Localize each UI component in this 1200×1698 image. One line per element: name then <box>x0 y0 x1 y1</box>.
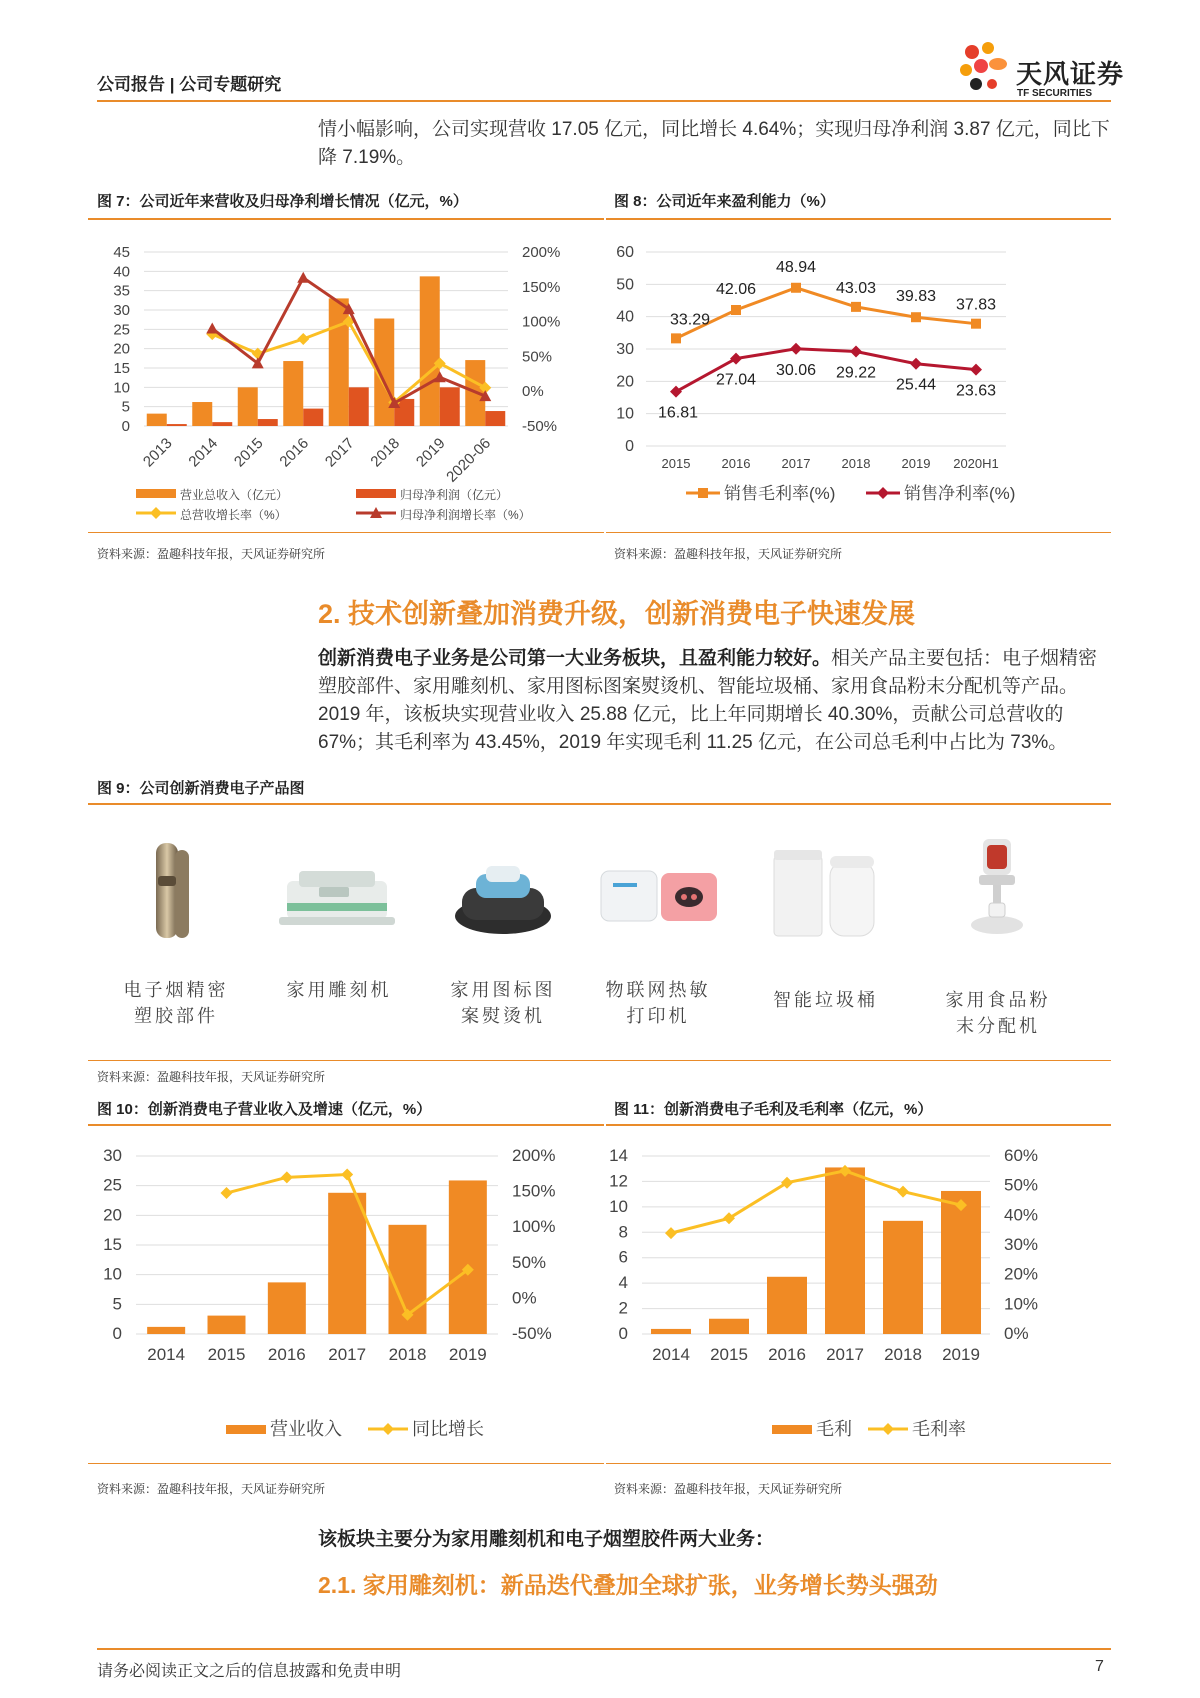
line-point <box>297 272 309 283</box>
fig8-bottom-rule <box>606 532 1111 533</box>
y-tick-label: 40 <box>113 263 130 281</box>
subsection-heading: 2.1. 家用雕刻机：新品迭代叠加全球扩张，业务增长势头强劲 <box>318 1572 938 1598</box>
section-paragraph-lead: 创新消费电子业务是公司第一大业务板块，且盈利能力较好。 <box>318 648 832 669</box>
y2-tick-label: -50% <box>512 1324 552 1343</box>
y-tick-label: 12 <box>609 1171 628 1191</box>
data-label: 42.06 <box>715 281 757 299</box>
data-label: 43.03 <box>835 279 877 297</box>
y-tick-label: 14 <box>609 1146 628 1165</box>
footer-divider <box>97 1648 1111 1650</box>
line-point <box>897 1186 909 1198</box>
y-tick-label: 15 <box>113 360 130 377</box>
logo-text-cn: 天风证券 <box>1016 59 1125 89</box>
product-label: 智能垃圾桶 <box>773 990 878 1011</box>
y-tick-label: 30 <box>103 1146 122 1165</box>
y-tick-label: 45 <box>113 244 130 261</box>
x-tick-label: 2017 <box>321 434 358 471</box>
data-label: 30.06 <box>775 361 817 379</box>
fig8-title: 图 8：公司近年来盈利能力（%） <box>614 193 835 210</box>
line-point <box>665 1227 677 1239</box>
line-point <box>850 346 862 358</box>
y-tick-label: 4 <box>618 1273 628 1293</box>
fig7-chart <box>88 222 604 530</box>
x-tick-label: 2018 <box>841 456 871 471</box>
intro-paragraph: 情小幅影响，公司实现营收 17.05 亿元，同比增长 4.64%；实现归母净利润 3.87 亿元，同比下降 7.19%。 <box>318 119 1110 168</box>
line-point <box>790 343 802 355</box>
fig11-title: 图 11：创新消费电子毛利及毛利率（亿元，%） <box>614 1101 933 1118</box>
x-tick-label: 2018 <box>388 1345 427 1364</box>
legend-swatch <box>136 489 176 498</box>
x-tick-label: 2017 <box>781 456 811 471</box>
bar-mark <box>147 414 167 426</box>
product-label: 家用雕刻机 <box>286 980 392 1001</box>
bar-mark <box>268 1282 306 1334</box>
x-tick-label: 2014 <box>147 1345 186 1364</box>
smart-trash-can-image <box>768 828 883 948</box>
y-tick-label: 10 <box>609 1196 628 1216</box>
data-label: 39.83 <box>895 288 937 306</box>
fig7-title: 图 7：公司近年来营收及归母净利增长情况（亿元，%） <box>97 193 468 210</box>
line-point <box>791 283 801 293</box>
y-tick-label: 0 <box>625 438 634 455</box>
footer-disclaimer: 请务必阅读正文之后的信息披露和免责申明 <box>97 1663 402 1680</box>
legend-label: 销售净利率(%) <box>904 484 1016 503</box>
line-point <box>206 323 218 334</box>
line-point <box>730 353 742 365</box>
data-label: 29.22 <box>835 364 877 382</box>
vape-device-image <box>141 838 211 958</box>
legend-label: 销售毛利率(%) <box>724 484 836 503</box>
bar-mark <box>941 1191 981 1334</box>
fig9-title-rule <box>88 803 1111 805</box>
data-label: 27.04 <box>715 371 757 389</box>
section-paragraph <box>318 645 1114 757</box>
page-number: 7 <box>1095 1658 1104 1675</box>
bar-mark <box>420 276 440 426</box>
legend-label: 毛利率 <box>912 1419 966 1439</box>
y-tick-label: 5 <box>121 398 130 416</box>
legend-swatch <box>226 1425 266 1434</box>
food-powder-dispenser-image <box>963 833 1033 943</box>
line-point <box>297 333 309 345</box>
y2-tick-label: 50% <box>1004 1175 1039 1195</box>
product-gallery <box>88 808 1111 1053</box>
line-point <box>731 305 741 315</box>
product-card <box>274 838 404 1068</box>
x-tick-label: 2016 <box>721 456 751 471</box>
section-paragraph-body: 相关产品主要包括：电子烟精密塑胶部件、家用雕刻机、家用图标图案熨烫机、智能垃圾桶、家用食品粉末分配机等产品。2019 年，该板块实现营业收入 25.88 亿元，比上年同期增长 40.30%，贡献公司总营收的 67%；其毛利率为 43.45%，2019 年实现毛利 11.25 亿元，在公司总毛利中占比为 73%。 <box>318 648 1098 753</box>
y2-tick-label: 100% <box>512 1217 556 1237</box>
y-tick-label: 2 <box>618 1298 628 1318</box>
y2-tick-label: 200% <box>522 244 561 261</box>
fig11-title-rule <box>606 1124 1111 1126</box>
bar-mark <box>258 419 278 426</box>
y2-tick-label: 50% <box>512 1252 547 1272</box>
bar-mark <box>303 409 323 426</box>
fig9-source: 资料来源：盈趣科技年报，天风证券研究所 <box>97 1070 326 1084</box>
legend-label: 同比增长 <box>412 1419 484 1439</box>
bar-mark <box>208 1316 246 1334</box>
product-card <box>758 828 893 1068</box>
y2-tick-label: 0% <box>1004 1324 1029 1343</box>
product-card <box>116 838 236 1068</box>
y-tick-label: 10 <box>616 405 634 423</box>
product-label: 家用图标图 案熨烫机 <box>450 980 556 1027</box>
data-label: 48.94 <box>775 258 817 276</box>
legend-marker <box>882 1423 894 1435</box>
y-tick-label: 6 <box>618 1247 628 1267</box>
x-tick-label: 2016 <box>276 434 313 471</box>
y-tick-label: 5 <box>112 1294 122 1314</box>
legend-marker <box>877 487 889 499</box>
y2-tick-label: 60% <box>1004 1146 1039 1165</box>
legend-label: 归母净利润（亿元） <box>400 488 509 502</box>
fig8-chart <box>606 222 1111 530</box>
y2-tick-label: 0% <box>522 383 544 401</box>
fig10-bottom-rule <box>88 1463 604 1464</box>
data-label: 33.29 <box>669 311 711 329</box>
fig11-chart <box>606 1130 1111 1460</box>
y2-tick-label: 200% <box>512 1146 556 1165</box>
bar-mark <box>192 402 212 426</box>
x-tick-label: 2019 <box>448 1345 487 1364</box>
y-tick-label: 10 <box>113 379 130 397</box>
heat-press-image <box>448 856 558 941</box>
cutting-machine-image <box>279 863 399 933</box>
data-label: 25.44 <box>895 376 937 394</box>
section-heading: 2. 技术创新叠加消费升级，创新消费电子快速发展 <box>318 599 916 629</box>
x-tick-label: 2018 <box>884 1345 922 1364</box>
legend-swatch <box>772 1425 812 1434</box>
business-split-statement: 该板块主要分为家用雕刻机和电子烟塑胶件两大业务： <box>318 1529 775 1550</box>
bar-mark <box>329 298 349 426</box>
line-point <box>341 1169 353 1181</box>
fig7-bottom-rule <box>88 532 604 533</box>
fig11-bottom-rule <box>606 1463 1111 1464</box>
y-tick-label: 30 <box>616 341 634 358</box>
bar-mark <box>883 1221 923 1334</box>
y2-tick-label: -50% <box>522 418 558 435</box>
bar-mark <box>238 387 258 426</box>
x-tick-label: 2020-06 <box>443 434 495 486</box>
bar-mark <box>440 387 460 426</box>
y2-tick-label: 30% <box>1004 1235 1039 1254</box>
y-tick-label: 25 <box>113 321 130 339</box>
fig8-title-rule <box>606 218 1111 220</box>
bar-mark <box>283 361 303 426</box>
legend-label: 归母净利润增长率（%） <box>400 508 531 522</box>
bar-mark <box>767 1277 807 1334</box>
y-tick-label: 0 <box>112 1324 122 1343</box>
y2-tick-label: 10% <box>1004 1294 1039 1314</box>
y-tick-label: 8 <box>618 1222 628 1242</box>
product-card <box>593 838 723 1068</box>
y-tick-label: 35 <box>113 282 130 300</box>
report-header-title: 公司报告 | 公司专题研究 <box>97 75 282 94</box>
fig9-title: 图 9：公司创新消费电子产品图 <box>97 780 305 797</box>
line-point <box>971 319 981 329</box>
y-tick-label: 40 <box>616 308 634 326</box>
line-point <box>671 333 681 343</box>
line-point <box>281 1171 293 1183</box>
fig8-source: 资料来源：盈趣科技年报，天风证券研究所 <box>614 547 843 561</box>
legend-marker <box>698 488 708 498</box>
y-tick-label: 20 <box>113 340 130 358</box>
y-tick-label: 20 <box>103 1205 122 1225</box>
line-point <box>851 302 861 312</box>
legend-marker <box>150 507 162 519</box>
fig10-title: 图 10：创新消费电子营业收入及增速（亿元，%） <box>97 1101 432 1118</box>
thermal-printer-image <box>593 863 723 933</box>
x-tick-label: 2019 <box>412 434 449 471</box>
data-label: 16.81 <box>657 404 699 422</box>
legend-label: 总营收增长率（%） <box>180 508 287 522</box>
bar-mark <box>709 1319 749 1334</box>
line-point <box>221 1187 233 1199</box>
legend-label: 营业总收入（亿元） <box>180 488 289 502</box>
product-card <box>928 828 1068 1068</box>
x-tick-label: 2015 <box>661 456 691 471</box>
y2-tick-label: 100% <box>522 313 561 331</box>
fig10-title-rule <box>88 1124 604 1126</box>
y-tick-label: 25 <box>103 1175 122 1195</box>
data-label: 23.63 <box>955 382 997 400</box>
y-tick-label: 30 <box>113 302 130 319</box>
y2-tick-label: 0% <box>512 1288 537 1308</box>
x-tick-label: 2018 <box>367 434 404 471</box>
bar-mark <box>449 1180 487 1334</box>
bar-mark <box>825 1167 865 1334</box>
fig11-source: 资料来源：盈趣科技年报，天风证券研究所 <box>614 1482 843 1496</box>
x-tick-label: 2016 <box>768 1345 806 1364</box>
x-tick-label: 2015 <box>207 1345 246 1364</box>
bar-mark <box>212 422 232 426</box>
x-tick-label: 2014 <box>652 1345 690 1364</box>
legend-label: 毛利 <box>816 1419 852 1439</box>
logo-mark-icon <box>954 38 1014 100</box>
y-tick-label: 0 <box>618 1324 628 1343</box>
y-tick-label: 0 <box>121 418 130 435</box>
x-tick-label: 2015 <box>230 434 267 471</box>
line-point <box>911 312 921 322</box>
fig7-title-rule <box>88 218 604 220</box>
logo-text-en: TF SECURITIES <box>1017 88 1093 99</box>
line-point <box>970 364 982 376</box>
bar-mark <box>328 1193 366 1334</box>
x-tick-label: 2016 <box>267 1345 306 1364</box>
y2-tick-label: 20% <box>1004 1264 1039 1284</box>
product-label: 物联网热敏 打印机 <box>605 980 711 1027</box>
y2-tick-label: 40% <box>1004 1205 1039 1225</box>
legend-marker <box>382 1423 394 1435</box>
fig10-chart <box>88 1130 604 1460</box>
x-tick-label: 2019 <box>942 1345 980 1364</box>
product-card <box>438 838 568 1068</box>
x-tick-label: 2013 <box>139 434 176 471</box>
legend-swatch <box>356 489 396 498</box>
y-tick-label: 50 <box>616 276 634 294</box>
y-tick-label: 20 <box>616 373 634 391</box>
bar-mark <box>485 411 505 426</box>
fig7-source: 资料来源：盈趣科技年报，天风证券研究所 <box>97 547 326 561</box>
product-label: 电子烟精密 塑胶部件 <box>123 980 229 1027</box>
line-point <box>670 386 682 398</box>
data-label: 37.83 <box>955 296 997 314</box>
x-tick-label: 2019 <box>901 456 931 471</box>
bar-mark <box>167 424 187 426</box>
fig9-bottom-rule <box>88 1060 1111 1061</box>
x-tick-label: 2020H1 <box>953 456 999 471</box>
y-tick-label: 15 <box>103 1235 122 1254</box>
x-tick-label: 2015 <box>710 1345 748 1364</box>
y2-tick-label: 150% <box>522 278 561 296</box>
legend-label: 营业收入 <box>270 1419 342 1439</box>
x-tick-label: 2017 <box>328 1345 367 1364</box>
bar-mark <box>147 1327 185 1334</box>
product-label: 家用食品粉 末分配机 <box>945 990 1051 1037</box>
line-point <box>910 358 922 370</box>
fig10-source: 资料来源：盈趣科技年报，天风证券研究所 <box>97 1482 326 1496</box>
y2-tick-label: 50% <box>522 348 553 366</box>
x-tick-label: 2014 <box>185 434 222 471</box>
y-tick-label: 60 <box>616 244 634 261</box>
header-divider <box>97 100 1111 102</box>
bar-mark <box>349 387 369 426</box>
bar-mark <box>651 1329 691 1334</box>
x-tick-label: 2017 <box>826 1345 864 1364</box>
y-tick-label: 10 <box>103 1264 122 1284</box>
y2-tick-label: 150% <box>512 1181 556 1201</box>
